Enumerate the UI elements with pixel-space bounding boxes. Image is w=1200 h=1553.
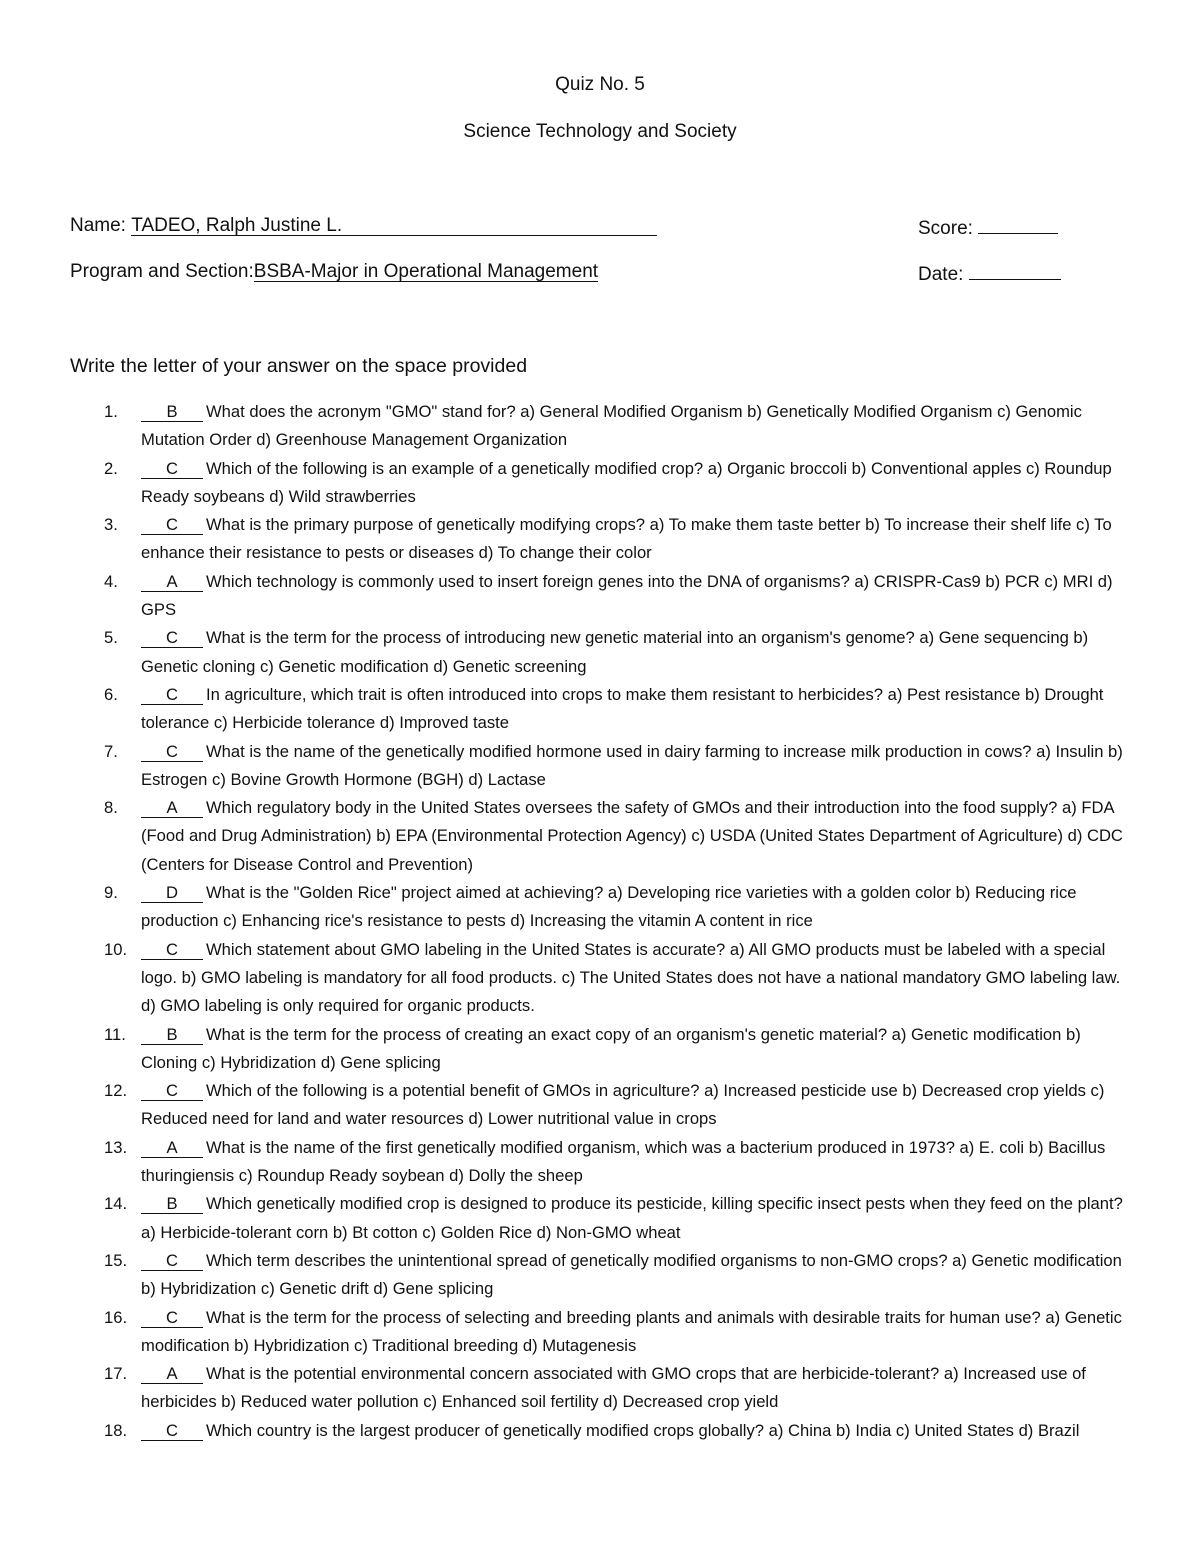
name-value: TADEO, Ralph Justine L. bbox=[131, 216, 657, 236]
answer-blank: A bbox=[141, 798, 203, 818]
question-text: Which regulatory body in the United States oversees the safety of GMOs and their introduction into the food supply? a) FDA (Food and Drug Administration) b) EPA (Environmental Protection Agency) c) USDA (United States Department of Agriculture) d) CDC (Centers for Disease Control and Prevention) bbox=[141, 798, 1123, 874]
answer-blank: C bbox=[141, 742, 203, 762]
question-item bbox=[104, 1134, 1134, 1191]
question-number: 5. bbox=[104, 628, 118, 648]
score-blank bbox=[978, 215, 1058, 234]
question-item bbox=[104, 681, 1134, 738]
question-number: 2. bbox=[104, 458, 118, 478]
question-item bbox=[104, 511, 1134, 568]
question-text: What is the name of the first genetically modified organism, which was a bacterium produced in 1973? a) E. coli b) Bacillus thuringiensis c) Roundup Ready soybean d) Dolly the sheep bbox=[141, 1137, 1106, 1186]
answer-blank: C bbox=[141, 1308, 203, 1328]
date-field bbox=[918, 261, 1061, 286]
question-text: Which genetically modified crop is designed to produce its pesticide, killing specific insect pests when they feed on the plant? a) Herbicide-tolerant corn b) Bt cotton c) Golden Rice d) Non-GMO wheat bbox=[141, 1194, 1123, 1242]
question-item bbox=[104, 1021, 1134, 1078]
question-number: 16. bbox=[104, 1307, 128, 1327]
question-number: 10. bbox=[104, 939, 128, 959]
quiz-title: Quiz No. 5 bbox=[555, 74, 645, 95]
answer-blank: B bbox=[141, 402, 203, 422]
question-number: 7. bbox=[104, 741, 118, 761]
answer-blank: C bbox=[141, 515, 203, 535]
question-item bbox=[104, 879, 1134, 936]
question-number: 13. bbox=[104, 1137, 128, 1157]
answer-blank: A bbox=[141, 572, 203, 592]
question-text: What does the acronym "GMO" stand for? a) General Modified Organism b) Genetically Modified Organism c) Genomic Mutation Order d) Greenhouse Management Organization bbox=[141, 402, 1082, 450]
score-field bbox=[918, 215, 1058, 240]
date-label: Date: bbox=[918, 264, 969, 285]
question-number: 12. bbox=[104, 1081, 128, 1101]
question-text: Which technology is commonly used to insert foreign genes into the DNA of organisms? a) CRISPR-Cas9 b) PCR c) MRI d) GPS bbox=[141, 571, 1113, 620]
question-item bbox=[104, 1077, 1134, 1134]
question-number: 18. bbox=[104, 1420, 128, 1440]
question-item bbox=[104, 398, 1134, 455]
answer-blank: C bbox=[141, 1421, 203, 1441]
answer-blank: C bbox=[141, 685, 203, 705]
question-text: In agriculture, which trait is often introduced into crops to make them resistant to herbicides? a) Pest resistance b) Drought tolerance c) Herbicide tolerance d) Improved taste bbox=[141, 684, 1104, 733]
question-number: 8. bbox=[104, 798, 118, 818]
answer-blank: C bbox=[141, 1251, 203, 1271]
course-title: Science Technology and Society bbox=[463, 121, 737, 142]
question-text: Which country is the largest producer of genetically modified crops globally? a) China b) India c) United States d) Brazil bbox=[206, 1420, 1080, 1440]
question-number: 4. bbox=[104, 571, 118, 591]
name-label: Name: bbox=[70, 215, 132, 236]
question-item bbox=[104, 936, 1134, 1021]
question-number: 11. bbox=[104, 1024, 126, 1044]
question-item bbox=[104, 1190, 1134, 1247]
question-item bbox=[104, 1417, 1134, 1445]
question-text: What is the term for the process of creating an exact copy of an organism's genetic material? a) Genetic modification b) Cloning c) Hybridization d) Gene splicing bbox=[141, 1024, 1081, 1072]
question-item bbox=[104, 1360, 1134, 1417]
question-number: 6. bbox=[104, 684, 118, 704]
name-field bbox=[70, 215, 657, 237]
question-text: What is the primary purpose of genetically modifying crops? a) To make them taste better b) To increase their shelf life c) To enhance their resistance to pests or diseases d) To change their color bbox=[141, 515, 1112, 563]
question-text: What is the term for the process of selecting and breeding plants and animals with desirable traits for human use? a) Genetic modification b) Hybridization c) Traditional breeding d) Mutagenesis bbox=[141, 1307, 1122, 1355]
question-text: Which term describes the unintentional spread of genetically modified organisms to non-GMO crops? a) Genetic modification b) Hybridization c) Genetic drift d) Gene splicing bbox=[141, 1250, 1122, 1299]
question-text: What is the name of the genetically modified hormone used in dairy farming to increase milk production in cows? a) Insulin b) Estrogen c) Bovine Growth Hormone (BGH) d) Lactase bbox=[141, 741, 1123, 789]
answer-blank: C bbox=[141, 940, 203, 960]
question-item bbox=[104, 455, 1134, 512]
answer-blank: C bbox=[141, 1081, 203, 1101]
question-number: 1. bbox=[104, 402, 118, 421]
answer-blank: C bbox=[141, 459, 203, 479]
question-text: Which of the following is a potential benefit of GMOs in agriculture? a) Increased pesticide use b) Decreased crop yields c) Reduced need for land and water resources d) Lower nutritional value in crops bbox=[141, 1081, 1105, 1129]
question-text: What is the potential environmental concern associated with GMO crops that are herbicide-tolerant? a) Increased use of herbicides b) Reduced water pollution c) Enhanced soil fertility d) Decreased crop yield bbox=[141, 1364, 1086, 1412]
answer-blank: B bbox=[141, 1025, 203, 1045]
program-field bbox=[70, 261, 598, 283]
question-item bbox=[104, 568, 1134, 625]
program-value: BSBA-Major in Operational Management bbox=[253, 261, 599, 282]
answer-blank: C bbox=[141, 628, 203, 648]
score-label: Score: bbox=[918, 218, 979, 239]
program-label: Program and Section: bbox=[70, 261, 254, 282]
question-text: Which statement about GMO labeling in the United States is accurate? a) All GMO products must be labeled with a special logo. b) GMO labeling is mandatory for all food products. c) The United States does not have a national mandatory GMO labeling law. d) GMO labeling is only required for organic products. bbox=[141, 939, 1121, 1016]
answer-blank: A bbox=[141, 1138, 203, 1158]
question-number: 14. bbox=[104, 1194, 128, 1214]
question-item bbox=[104, 1247, 1134, 1304]
question-number: 17. bbox=[104, 1364, 128, 1384]
question-text: Which of the following is an example of a genetically modified crop? a) Organic broccoli b) Conventional apples c) Roundup Ready soybeans d) Wild strawberries bbox=[141, 458, 1112, 506]
question-item bbox=[104, 794, 1134, 879]
answer-blank: D bbox=[141, 883, 203, 903]
question-text: What is the term for the process of introducing new genetic material into an organism's genome? a) Gene sequencing b) Genetic cloning c) Genetic modification d) Genetic screening bbox=[141, 628, 1089, 676]
answer-blank: A bbox=[141, 1364, 203, 1384]
answer-blank: B bbox=[141, 1194, 203, 1214]
question-list bbox=[104, 398, 1134, 1445]
question-item bbox=[104, 738, 1134, 795]
date-blank bbox=[969, 261, 1061, 280]
question-number: 9. bbox=[104, 883, 118, 903]
instructions: Write the letter of your answer on the space provided bbox=[70, 355, 528, 377]
question-number: 3. bbox=[104, 515, 118, 535]
question-item bbox=[104, 1304, 1134, 1361]
question-text: What is the "Golden Rice" project aimed at achieving? a) Developing rice varieties with a golden color b) Reducing rice production c) Enhancing rice's resistance to pests d) Increasing the vitamin A content in rice bbox=[141, 883, 1077, 931]
question-number: 15. bbox=[104, 1250, 128, 1270]
question-item bbox=[104, 624, 1134, 681]
